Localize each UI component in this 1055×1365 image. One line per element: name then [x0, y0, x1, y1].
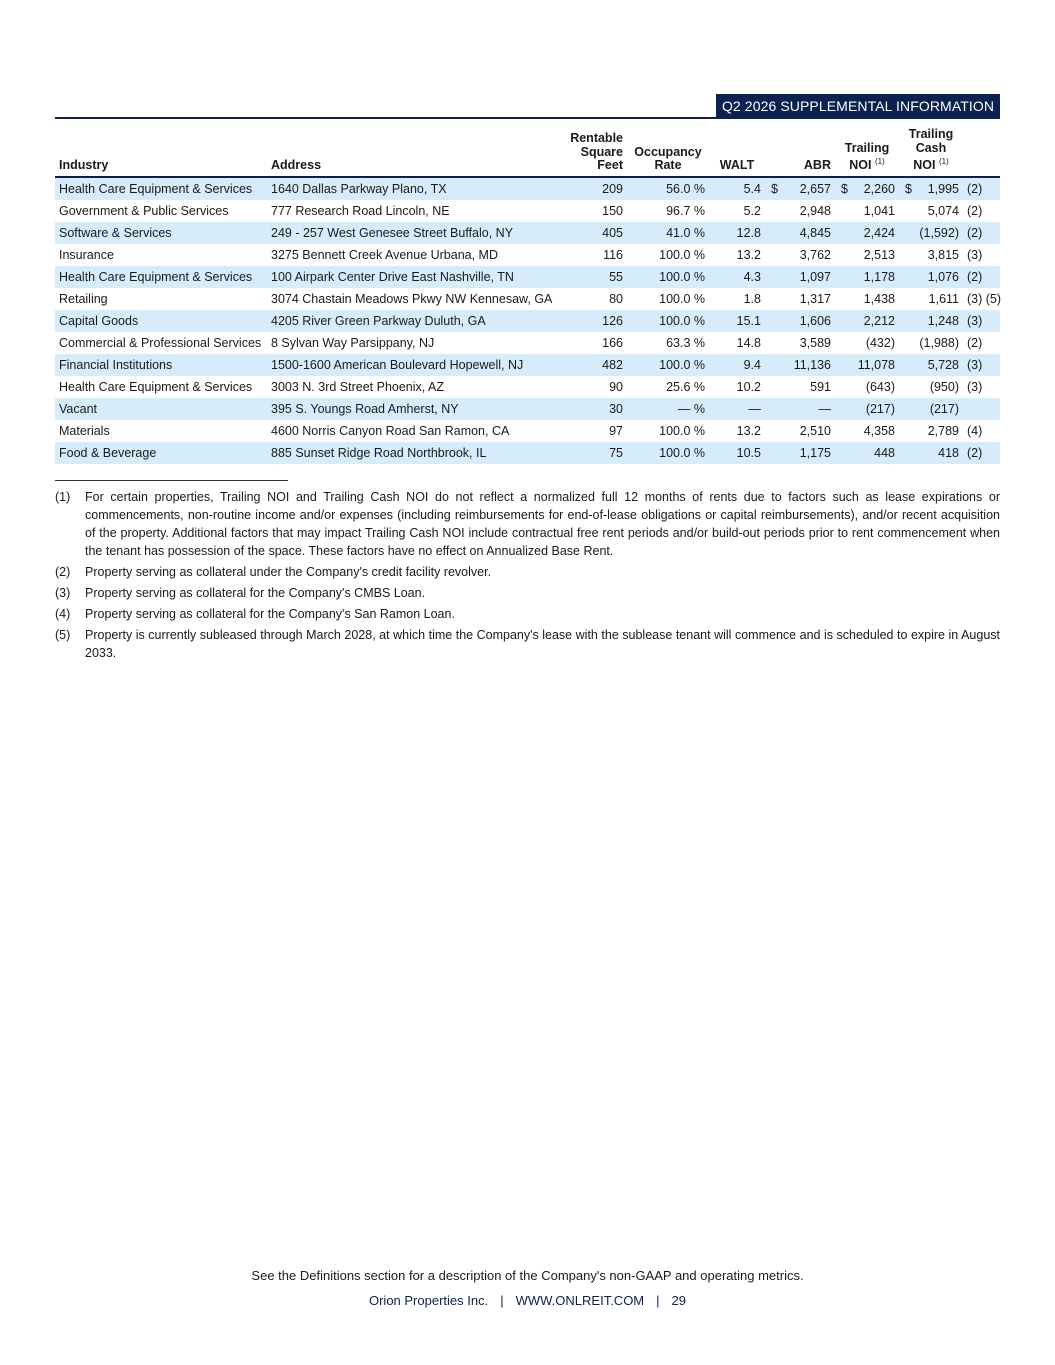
cell-trailing-noi: 1,178	[835, 266, 899, 288]
cell-rentable-square-feet: 209	[557, 177, 627, 200]
cell-industry: Health Care Equipment & Services	[55, 266, 267, 288]
footnote-item	[55, 626, 1000, 662]
col-industry: Industry	[55, 128, 267, 177]
cell-trailing-cash-noi: 2,789	[927, 423, 959, 438]
footnote-text: For certain properties, Trailing NOI and Trailing Cash NOI do not reflect a normalized full 12 months of rents due to factors such as lease expirations or commencements, non-routine income and/or expenses (including reimbursements for end-of-lease obligations or capital reimbursements), and/or recent acquisition of the property. Additional factors that may impact Trailing Cash NOI include contractual free rent periods and/or build-out periods prior to rent commencement when the tenant has possession of the space. These factors have no effect on Annualized Base Rent.	[85, 490, 1000, 558]
cell-walt: 1.8	[743, 291, 761, 306]
table-row	[55, 420, 1000, 442]
footnote-number: (3)	[55, 586, 71, 600]
cell-walt: 14.8	[736, 335, 761, 350]
cell-footnote-ref: (3)	[963, 310, 1000, 332]
cell-walt: 13.2	[736, 247, 761, 262]
table-row	[55, 442, 1000, 464]
cell-occupancy-rate: 100.0 %	[659, 423, 705, 438]
table-row	[55, 200, 1000, 222]
cell-trailing-noi: 1,438	[863, 291, 895, 306]
cell-abr: 1,097	[765, 266, 835, 288]
cell-rentable-square-feet: 55	[557, 266, 627, 288]
cell-value: 2,657	[799, 181, 831, 196]
cell-abr: —	[765, 398, 835, 420]
cell-abr: 1,606	[765, 310, 835, 332]
page-number: 29	[671, 1293, 686, 1308]
cell-rentable-square-feet: 80	[609, 291, 623, 306]
cell-walt: 5.2	[743, 203, 761, 218]
cell-value: 1,995	[927, 181, 959, 196]
cell-industry: Capital Goods	[55, 310, 267, 332]
table-row	[55, 244, 1000, 266]
table-row	[55, 288, 1000, 310]
cell-footnote-ref	[963, 398, 1000, 420]
cell-abr: 591	[810, 379, 831, 394]
cell-address: 8 Sylvan Way Parsippany, NJ	[271, 335, 435, 350]
col-walt: WALT	[709, 128, 765, 177]
table-row	[55, 332, 1000, 354]
properties-table	[55, 128, 1000, 464]
cell-address: 777 Research Road Lincoln, NE	[271, 203, 450, 218]
cell-footnote-ref: (2)	[963, 442, 1000, 464]
cell-address: 1640 Dallas Parkway Plano, TX	[267, 177, 557, 200]
cell-occupancy-rate: 100.0 %	[627, 266, 709, 288]
table-row	[55, 354, 1000, 376]
cell-footnote-ref: (4)	[967, 423, 983, 438]
cell-rentable-square-feet: 405	[557, 222, 627, 244]
cell-rentable-square-feet: 30	[557, 398, 627, 420]
cell-rentable-square-feet: 150	[602, 203, 623, 218]
cell-abr: 2,510	[799, 423, 831, 438]
footnote-number: (1)	[55, 490, 71, 504]
cell-trailing-noi: 2,513	[863, 247, 895, 262]
cell-walt: 15.1	[709, 310, 765, 332]
cell-trailing-noi: 1,041	[863, 203, 895, 218]
col-abr: ABR	[765, 128, 835, 177]
cell-industry: Software & Services	[55, 222, 267, 244]
cell-trailing-cash-noi: (217)	[899, 398, 963, 420]
cell-footnote-ref: (3)	[963, 354, 1000, 376]
cell-address: 100 Airpark Center Drive East Nashville, TN	[267, 266, 557, 288]
cell-industry: Government & Public Services	[59, 203, 229, 218]
cell-occupancy-rate: 100.0 %	[627, 310, 709, 332]
table-row	[55, 398, 1000, 420]
cell-industry: Health Care Equipment & Services	[59, 379, 253, 394]
cell-address: 249 - 257 West Genesee Street Buffalo, NY	[267, 222, 557, 244]
cell-rentable-square-feet: 126	[557, 310, 627, 332]
cell-trailing-cash-noi: 5,074	[927, 203, 959, 218]
cell-abr: 1,317	[799, 291, 831, 306]
footnote-number: (5)	[55, 628, 71, 642]
header-rule	[55, 117, 1000, 119]
footnotes	[55, 488, 1000, 665]
cell-trailing-cash-noi: 1,076	[899, 266, 963, 288]
cell-trailing-noi: (643)	[865, 379, 895, 394]
cell-footnote-ref: (3)	[967, 379, 983, 394]
cell-trailing-noi	[835, 177, 899, 200]
cell-rentable-square-feet: 75	[557, 442, 627, 464]
table-row	[55, 310, 1000, 332]
page-footer	[0, 1293, 1055, 1308]
cell-walt: 10.2	[736, 379, 761, 394]
company-name: Orion Properties Inc.	[368, 1293, 489, 1308]
col-notes	[963, 128, 1000, 177]
cell-industry: Insurance	[59, 247, 114, 262]
cell-trailing-noi: (432)	[865, 335, 895, 350]
col-trailing-cash-noi: Trailing Cash NOI $^{(1)}$	[899, 128, 963, 177]
footnote-text: Property serving as collateral under the Company's credit facility revolver.	[85, 565, 492, 579]
cell-trailing-noi: (217)	[835, 398, 899, 420]
cell-value: 2,260	[863, 181, 895, 196]
footnote-item	[55, 605, 1000, 623]
cell-abr: 3,762	[799, 247, 831, 262]
cell-trailing-cash-noi: 1,611	[928, 291, 959, 306]
cell-industry: Health Care Equipment & Services	[55, 177, 267, 200]
cell-industry: Materials	[59, 423, 110, 438]
cell-trailing-cash-noi: 3,815	[927, 247, 959, 262]
footnote-number: (4)	[55, 607, 71, 621]
table-row	[55, 266, 1000, 288]
cell-address: 4205 River Green Parkway Duluth, GA	[267, 310, 557, 332]
footnote-number: (2)	[55, 565, 71, 579]
cell-trailing-cash-noi: 1,248	[899, 310, 963, 332]
cell-abr: 11,136	[765, 354, 835, 376]
cell-industry: Vacant	[55, 398, 267, 420]
cell-abr: 2,948	[799, 203, 831, 218]
col-occupancy-rate: Occupancy Rate	[627, 128, 709, 177]
cell-address: 4600 Norris Canyon Road San Ramon, CA	[271, 423, 510, 438]
footnote-text: Property is currently subleased through March 2028, at which time the Company's lease with the sublease tenant will commence and is scheduled to expire in August 2033.	[85, 628, 1000, 660]
cell-walt: 4.3	[709, 266, 765, 288]
cell-occupancy-rate: 100.0 %	[659, 247, 705, 262]
cell-address: 3275 Bennett Creek Avenue Urbana, MD	[271, 247, 498, 262]
definitions-note: See the Definitions section for a description of the Company's non-GAAP and operating metrics.	[251, 1268, 804, 1283]
cell-occupancy-rate: 63.3 %	[666, 335, 705, 350]
cell-footnote-ref: (2)	[963, 222, 1000, 244]
cell-walt: 5.4	[709, 177, 765, 200]
cell-occupancy-rate: 96.7 %	[666, 203, 705, 218]
supplemental-info-banner: Q2 2026 SUPPLEMENTAL INFORMATION	[716, 94, 1000, 119]
footnote-item	[55, 488, 1000, 560]
cell-trailing-cash-noi	[899, 177, 963, 200]
dollar-sign: $	[905, 181, 912, 196]
table-row	[55, 222, 1000, 244]
footnote-item	[55, 584, 1000, 602]
footer-separator: |	[656, 1293, 660, 1308]
table-row	[55, 177, 1000, 200]
cell-trailing-noi: 2,212	[835, 310, 899, 332]
cell-industry: Food & Beverage	[55, 442, 267, 464]
footnote-rule	[55, 480, 288, 481]
cell-walt: 13.2	[736, 423, 761, 438]
cell-occupancy-rate: — %	[627, 398, 709, 420]
cell-rentable-square-feet: 97	[609, 423, 623, 438]
cell-walt: 12.8	[709, 222, 765, 244]
table-header-row	[55, 128, 1000, 177]
cell-footnote-ref: (3)	[967, 247, 983, 262]
cell-abr	[765, 177, 835, 200]
cell-trailing-cash-noi: (950)	[929, 379, 959, 394]
cell-trailing-cash-noi: 5,728	[899, 354, 963, 376]
cell-trailing-cash-noi: 418	[899, 442, 963, 464]
cell-rentable-square-feet: 482	[557, 354, 627, 376]
footnote-text: Property serving as collateral for the Company's CMBS Loan.	[85, 586, 426, 600]
cell-occupancy-rate: 56.0 %	[627, 177, 709, 200]
dollar-sign: $	[841, 181, 848, 196]
col-rentable-square-feet: Rentable Square Feet	[557, 128, 627, 177]
cell-abr: 4,845	[765, 222, 835, 244]
cell-occupancy-rate: 100.0 %	[627, 354, 709, 376]
cell-abr: 1,175	[765, 442, 835, 464]
cell-trailing-noi: 448	[835, 442, 899, 464]
cell-rentable-square-feet: 116	[603, 247, 623, 262]
website-link[interactable]: WWW.ONLREIT.COM	[515, 1293, 645, 1308]
cell-footnote-ref: (2)	[967, 335, 983, 350]
cell-trailing-noi: 2,424	[835, 222, 899, 244]
cell-trailing-cash-noi: (1,592)	[899, 222, 963, 244]
cell-footnote-ref: (2)	[967, 203, 983, 218]
dollar-sign: $	[771, 181, 778, 196]
cell-footnote-ref: (2)	[963, 177, 1000, 200]
cell-footnote-ref: (2)	[963, 266, 1000, 288]
cell-address: 3074 Chastain Meadows Pkwy NW Kennesaw, GA	[271, 291, 553, 306]
table-row	[55, 376, 1000, 398]
cell-trailing-cash-noi: (1,988)	[919, 335, 959, 350]
col-trailing-noi: Trailing NOI $^{(1)}$	[835, 128, 899, 177]
cell-address: 3003 N. 3rd Street Phoenix, AZ	[271, 379, 445, 394]
cell-occupancy-rate: 25.6 %	[666, 379, 705, 394]
cell-industry: Financial Institutions	[55, 354, 267, 376]
footer-separator: |	[500, 1293, 504, 1308]
cell-trailing-noi: 4,358	[863, 423, 895, 438]
cell-address: 885 Sunset Ridge Road Northbrook, IL	[267, 442, 557, 464]
cell-rentable-square-feet: 166	[602, 335, 623, 350]
cell-rentable-square-feet: 90	[609, 379, 623, 394]
cell-industry: Retailing	[59, 291, 108, 306]
col-address: Address	[267, 128, 557, 177]
cell-footnote-ref: (3) (5)	[967, 291, 1002, 306]
footnote-text: Property serving as collateral for the Company's San Ramon Loan.	[85, 607, 455, 621]
cell-walt: —	[709, 398, 765, 420]
cell-occupancy-rate: 100.0 %	[627, 442, 709, 464]
cell-industry: Commercial & Professional Services	[59, 335, 262, 350]
cell-occupancy-rate: 41.0 %	[627, 222, 709, 244]
cell-occupancy-rate: 100.0 %	[659, 291, 705, 306]
cell-address: 395 S. Youngs Road Amherst, NY	[267, 398, 557, 420]
cell-trailing-noi: 11,078	[835, 354, 899, 376]
cell-walt: 9.4	[709, 354, 765, 376]
cell-abr: 3,589	[799, 335, 831, 350]
footnote-item	[55, 563, 1000, 581]
cell-address: 1500-1600 American Boulevard Hopewell, NJ	[267, 354, 557, 376]
cell-walt: 10.5	[709, 442, 765, 464]
